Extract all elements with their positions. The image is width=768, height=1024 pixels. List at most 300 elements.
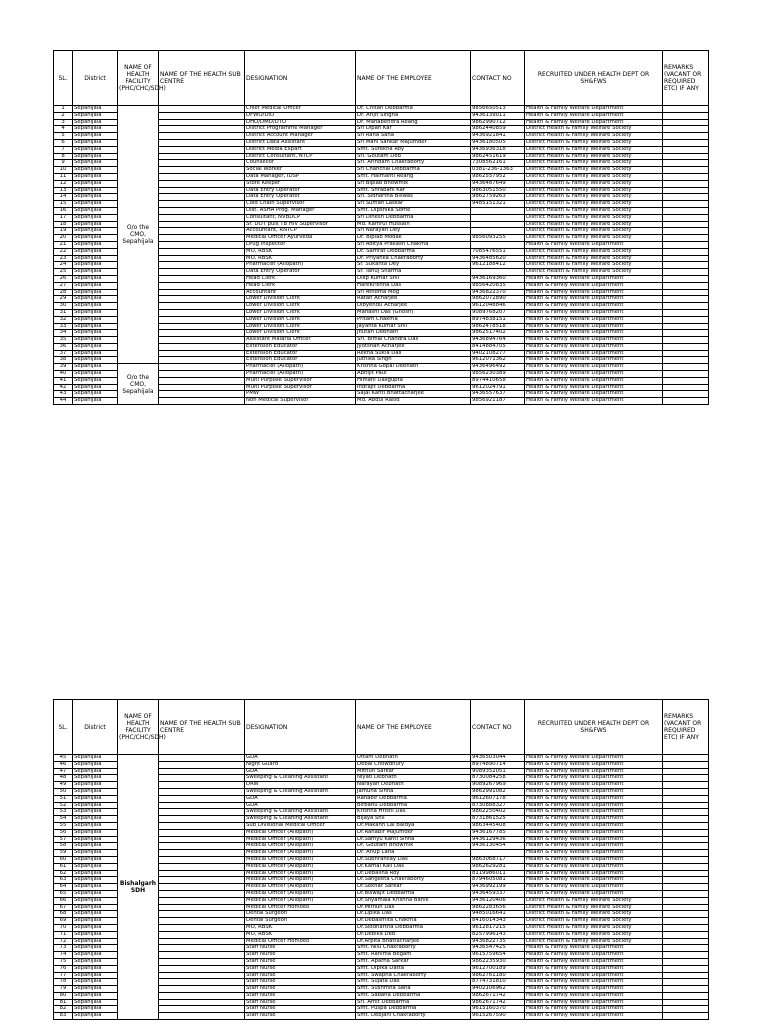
cell-sub-centre	[159, 201, 245, 208]
cell-district: Sepahijala	[73, 768, 118, 775]
cell-sub-centre	[159, 391, 245, 398]
cell-remarks	[663, 194, 709, 201]
cell-sub-centre	[159, 357, 245, 364]
cell-employee: Dr. Goutam Bhowmik	[356, 843, 471, 850]
cell-employee: Dilip Kumar Shil	[356, 275, 471, 282]
cell-sub-centre	[159, 248, 245, 255]
cell-contact: 9436894764	[471, 337, 525, 344]
cell-district: Sepahijala	[73, 918, 118, 925]
cell-sl: 56	[54, 829, 73, 836]
cell-recruited: Health & Family Welfare Department	[525, 112, 663, 119]
cell-sl: 10	[54, 167, 73, 174]
cell-remarks	[663, 877, 709, 884]
cell-recruited: District Health & Family Welfare Society	[525, 139, 663, 146]
cell-employee: Dr.Ranabir Majumder	[356, 829, 471, 836]
cell-sl: 8	[54, 153, 73, 160]
header-recruited: RECRUITED UNDER HEALTH DEPT OR SH&FWS	[525, 51, 663, 106]
cell-sub-centre	[159, 761, 245, 768]
staff-table	[53, 699, 709, 1020]
cell-sub-centre	[159, 1006, 245, 1013]
cell-sub-centre	[159, 1013, 245, 1020]
cell-contact: 9612817215	[471, 924, 525, 931]
cell-sub-centre	[159, 337, 245, 344]
cell-contact: 9856921187	[471, 398, 525, 405]
cell-sub-centre	[159, 296, 245, 303]
cell-sub-centre	[159, 221, 245, 228]
cell-remarks	[663, 870, 709, 877]
cell-contact: 8416014343	[471, 918, 525, 925]
cell-remarks	[663, 755, 709, 762]
cell-contact: 9612188412	[471, 262, 525, 269]
cell-district: Sepahijala	[73, 931, 118, 938]
header-sub-centre: NAME OF THE HEALTH SUB CENTRE	[159, 700, 245, 755]
cell-recruited: District Health & Family Welfare Society	[525, 160, 663, 167]
cell-sub-centre	[159, 802, 245, 809]
cell-sl: 66	[54, 897, 73, 904]
cell-sl: 65	[54, 890, 73, 897]
cell-designation: Consultant, NVBDCP	[245, 214, 356, 221]
cell-sub-centre	[159, 398, 245, 405]
cell-district: Sepahijala	[73, 248, 118, 255]
cell-employee: Md. Kamrul Hussain	[356, 221, 471, 228]
cell-facility: O/o the CMO, Sepahijala	[118, 364, 159, 405]
cell-district: Sepahijala	[73, 816, 118, 823]
cell-designation: Pharmacist (Allopath)	[245, 262, 356, 269]
cell-designation: Extension Educator	[245, 357, 356, 364]
cell-contact: 9862990712	[471, 119, 525, 126]
cell-district: Sepahijala	[73, 139, 118, 146]
cell-contact: 9862451619	[471, 153, 525, 160]
cell-contact: 9436129436	[471, 836, 525, 843]
cell-remarks	[663, 911, 709, 918]
cell-contact: 9615160370	[471, 1006, 525, 1013]
cell-employee: Dibyendu Acharjee	[356, 303, 471, 310]
cell-designation: Chief Medical Officer	[245, 106, 356, 113]
cell-district: Sepahijala	[73, 863, 118, 870]
cell-sub-centre	[159, 836, 245, 843]
cell-employee: Manashi Das (Ghosh)	[356, 309, 471, 316]
cell-district: Sepahijala	[73, 350, 118, 357]
cell-district: Sepahijala	[73, 398, 118, 405]
cell-designation: Medical Officer (Allopath)	[245, 850, 356, 857]
cell-designation: Data Entry Operator	[245, 194, 356, 201]
cell-remarks	[663, 126, 709, 133]
cell-sl: 50	[54, 788, 73, 795]
cell-remarks	[663, 816, 709, 823]
cell-sub-centre	[159, 863, 245, 870]
cell-recruited: Health & Family Welfare Department	[525, 992, 663, 999]
cell-contact: 9862235930	[471, 958, 525, 965]
cell-remarks	[663, 377, 709, 384]
cell-sl: 82	[54, 1006, 73, 1013]
cell-employee: Ratan Acharjee	[356, 296, 471, 303]
cell-sub-centre	[159, 316, 245, 323]
cell-employee: Jamuna Sinha	[356, 788, 471, 795]
cell-recruited: Health & Family Welfare Department	[525, 1006, 663, 1013]
cell-remarks	[663, 112, 709, 119]
cell-district: Sepahijala	[73, 884, 118, 891]
cell-sub-centre	[159, 958, 245, 965]
cell-district: Sepahijala	[73, 965, 118, 972]
cell-sl: 34	[54, 330, 73, 337]
cell-district: Sepahijala	[73, 269, 118, 276]
cell-designation: MO, RBSK	[245, 248, 356, 255]
cell-sub-centre	[159, 282, 245, 289]
cell-recruited: District Health & Family Welfare Society	[525, 221, 663, 228]
cell-employee: Dr.Shyamala Krishna Banik	[356, 897, 471, 904]
cell-sub-centre	[159, 856, 245, 863]
cell-recruited: Health & Family Welfare Department	[525, 357, 663, 364]
cell-remarks	[663, 228, 709, 235]
cell-district: Sepahijala	[73, 938, 118, 945]
cell-employee: Sr. Tanuj Sharma	[356, 269, 471, 276]
cell-sl: 26	[54, 275, 73, 282]
cell-recruited: Health & Family Welfare Department	[525, 391, 663, 398]
cell-sl: 63	[54, 877, 73, 884]
cell-recruited: District Health & Family Welfare Society	[525, 167, 663, 174]
cell-designation: Sweeping & Cleaning Assistant	[245, 788, 356, 795]
cell-designation: Staff Nurse	[245, 972, 356, 979]
cell-recruited: Health & Family Welfare Department	[525, 958, 663, 965]
cell-employee: Sri. Amit Debbarma	[356, 999, 471, 1006]
cell-employee: Rekha Sukla Das	[356, 350, 471, 357]
cell-recruited: District Health & Family Welfare Society	[525, 269, 663, 276]
cell-district: Sepahijala	[73, 153, 118, 160]
cell-designation: Pharmacist (Allopath)	[245, 371, 356, 378]
cell-recruited: Health & Family Welfare Department	[525, 850, 663, 857]
cell-sub-centre	[159, 843, 245, 850]
cell-contact: 7308562161	[471, 160, 525, 167]
cell-district: Sepahijala	[73, 802, 118, 809]
cell-contact: 9089267969	[471, 782, 525, 789]
cell-sub-centre	[159, 986, 245, 993]
cell-contact: 9862991082	[471, 788, 525, 795]
cell-sl: 75	[54, 958, 73, 965]
cell-sl: 21	[54, 241, 73, 248]
cell-recruited: Health & Family Welfare Department	[525, 795, 663, 802]
cell-recruited: Health & Family Welfare Department	[525, 350, 663, 357]
cell-designation: Medical Officer Ayurveda	[245, 235, 356, 242]
cell-contact: 9612607178	[471, 795, 525, 802]
cell-employee: Abhijit Paul	[356, 371, 471, 378]
cell-contact: 8257996143	[471, 931, 525, 938]
cell-remarks	[663, 931, 709, 938]
cell-designation: GDA	[245, 755, 356, 762]
cell-sl: 67	[54, 904, 73, 911]
cell-contact: 9863051550	[471, 187, 525, 194]
cell-district: Sepahijala	[73, 303, 118, 310]
cell-sub-centre	[159, 384, 245, 391]
cell-employee: Dr. Manabendra Reang	[356, 119, 471, 126]
cell-district: Sepahijala	[73, 364, 118, 371]
cell-employee: Dr.Mithun Das	[356, 904, 471, 911]
cell-contact: 9436180505	[471, 139, 525, 146]
cell-remarks	[663, 139, 709, 146]
cell-contact: 9612071362	[471, 357, 525, 364]
cell-remarks	[663, 248, 709, 255]
cell-contact: 9863445408	[471, 822, 525, 829]
cell-employee: Smt. Haimanti Reang	[356, 173, 471, 180]
cell-employee: Smt. Debjani Chakraborty	[356, 1013, 471, 1020]
cell-sub-centre	[159, 289, 245, 296]
cell-designation: MO, RBSK	[245, 931, 356, 938]
cell-employee: Dr.Sekhar Sarkar	[356, 884, 471, 891]
cell-designation: District Programme Manager	[245, 126, 356, 133]
cell-district: Sepahijala	[73, 119, 118, 126]
cell-contact	[471, 221, 525, 228]
cell-district: Sepahijala	[73, 133, 118, 140]
cell-employee: Smt. Sabana Debbarma	[356, 992, 471, 999]
cell-recruited: Health & Family Welfare Department	[525, 890, 663, 897]
cell-employee: Dr.Kamal Kali Das	[356, 863, 471, 870]
cell-sl: 46	[54, 761, 73, 768]
cell-employee: Dr.Debika Deb	[356, 931, 471, 938]
cell-designation: Extension Educator	[245, 343, 356, 350]
cell-contact: 9436487649	[471, 180, 525, 187]
cell-designation: Staff Nurse	[245, 965, 356, 972]
cell-contact: 9856420835	[471, 282, 525, 289]
cell-contact: 8974890714	[471, 761, 525, 768]
cell-sl: 45	[54, 755, 73, 762]
cell-sub-centre	[159, 173, 245, 180]
cell-sub-centre	[159, 979, 245, 986]
cell-designation: Staff Nurse	[245, 958, 356, 965]
cell-district: Sepahijala	[73, 775, 118, 782]
cell-district: Sepahijala	[73, 275, 118, 282]
cell-sl: 12	[54, 180, 73, 187]
cell-district: Sepahijala	[73, 809, 118, 816]
cell-designation: PMW	[245, 391, 356, 398]
header-recruited: RECRUITED UNDER HEALTH DEPT OR SH&FWS	[525, 700, 663, 755]
cell-remarks	[663, 863, 709, 870]
cell-employee: Smt. Dipika Datta	[356, 965, 471, 972]
cell-sl: 28	[54, 289, 73, 296]
cell-sl: 37	[54, 350, 73, 357]
cell-employee: Debal Chowdhury	[356, 761, 471, 768]
cell-remarks	[663, 761, 709, 768]
cell-sl: 2	[54, 112, 73, 119]
cell-recruited: Health & Family Welfare Department	[525, 816, 663, 823]
cell-recruited: District Health & Family Welfare Society	[525, 133, 663, 140]
cell-sub-centre	[159, 255, 245, 262]
cell-recruited: Health & Family Welfare Department	[525, 775, 663, 782]
cell-district: Sepahijala	[73, 262, 118, 269]
cell-sl: 79	[54, 986, 73, 993]
cell-recruited: Health & Family Welfare Department	[525, 1013, 663, 1020]
cell-sub-centre	[159, 139, 245, 146]
cell-sl: 11	[54, 173, 73, 180]
cell-remarks	[663, 371, 709, 378]
header-row	[54, 700, 709, 755]
cell-remarks	[663, 999, 709, 1006]
cell-employee: HareKrishna Das	[356, 282, 471, 289]
cell-employee: Sri Suman Laskar	[356, 201, 471, 208]
cell-recruited: District Health & Family Welfare Society	[525, 146, 663, 153]
cell-employee: Sri Narayan Dey	[356, 228, 471, 235]
cell-district: Sepahijala	[73, 194, 118, 201]
cell-designation: Extension Educator	[245, 350, 356, 357]
cell-sl: 52	[54, 802, 73, 809]
cell-contact: 8730084258	[471, 775, 525, 782]
cell-sub-centre	[159, 309, 245, 316]
staff-table	[53, 50, 709, 405]
header-remarks: REMARKS (VACANT OR REQUIRED ETC) IF ANY	[663, 700, 709, 755]
cell-district: Sepahijala	[73, 972, 118, 979]
cell-sub-centre	[159, 112, 245, 119]
cell-contact: 7085476551	[471, 248, 525, 255]
cell-sub-centre	[159, 207, 245, 214]
cell-remarks	[663, 979, 709, 986]
cell-district: Sepahijala	[73, 255, 118, 262]
cell-sub-centre	[159, 187, 245, 194]
cell-contact: 9612024791	[471, 384, 525, 391]
cell-recruited: District Health & Family Welfare Society	[525, 911, 663, 918]
cell-recruited: Health & Family Welfare Department	[525, 371, 663, 378]
cell-sl: 29	[54, 296, 73, 303]
cell-contact: 9862759263	[471, 194, 525, 201]
cell-employee: Dr.Debasmita Chakma	[356, 918, 471, 925]
cell-facility: Bishalgarh SDH	[118, 755, 159, 1020]
cell-sl: 17	[54, 214, 73, 221]
cell-district: Sepahijala	[73, 337, 118, 344]
cell-contact: 8730888327	[471, 802, 525, 809]
cell-designation: District Consultant, NTCP	[245, 153, 356, 160]
cell-district: Sepahijala	[73, 391, 118, 398]
cell-contact: 9436822370	[471, 289, 525, 296]
cell-recruited: Health & Family Welfare Department	[525, 945, 663, 952]
cell-employee: Dr.Debalina Roy	[356, 870, 471, 877]
cell-employee: Sri Biplab Bhowmik	[356, 180, 471, 187]
cell-designation: Dist. ASHA Prog. Manager	[245, 207, 356, 214]
cell-recruited: District Health & Family Welfare Society	[525, 897, 663, 904]
cell-sl: 1	[54, 106, 73, 113]
cell-remarks	[663, 986, 709, 993]
cell-district: Sepahijala	[73, 228, 118, 235]
cell-sub-centre	[159, 877, 245, 884]
cell-remarks	[663, 146, 709, 153]
cell-sl: 48	[54, 775, 73, 782]
cell-sub-centre	[159, 788, 245, 795]
cell-district: Sepahijala	[73, 296, 118, 303]
cell-sub-centre	[159, 904, 245, 911]
cell-employee: Dr.Arpita Bhattacharjee	[356, 938, 471, 945]
cell-sub-centre	[159, 775, 245, 782]
cell-remarks	[663, 829, 709, 836]
cell-employee: Dr.Makahn Lal Baidya	[356, 822, 471, 829]
cell-district: Sepahijala	[73, 146, 118, 153]
cell-recruited: Health & Family Welfare Department	[525, 330, 663, 337]
cell-remarks	[663, 350, 709, 357]
cell-remarks	[663, 343, 709, 350]
cell-contact: 9862250402	[471, 809, 525, 816]
cell-contact: 9862629281	[471, 863, 525, 870]
cell-contact	[471, 207, 525, 214]
cell-sl: 62	[54, 870, 73, 877]
cell-recruited: Health & Family Welfare Department	[525, 986, 663, 993]
cell-district: Sepahijala	[73, 870, 118, 877]
cell-remarks	[663, 323, 709, 330]
cell-remarks	[663, 384, 709, 391]
cell-recruited: Health & Family Welfare Department	[525, 303, 663, 310]
cell-sub-centre	[159, 194, 245, 201]
cell-sl: 74	[54, 952, 73, 959]
cell-sl: 24	[54, 262, 73, 269]
cell-employee: Sri Chanchal Debbarma	[356, 167, 471, 174]
cell-recruited: Health & Family Welfare Department	[525, 337, 663, 344]
cell-district: Sepahijala	[73, 958, 118, 965]
cell-remarks	[663, 309, 709, 316]
cell-district: Sepahijala	[73, 173, 118, 180]
cell-district: Sepahijala	[73, 836, 118, 843]
cell-designation: MO, RBSK	[245, 255, 356, 262]
cell-recruited: Health & Family Welfare Department	[525, 241, 663, 248]
cell-remarks	[663, 890, 709, 897]
cell-remarks	[663, 133, 709, 140]
cell-sl: 64	[54, 884, 73, 891]
cell-employee: Smt. Shrabani Kar	[356, 187, 471, 194]
cell-employee: Dr. Priyanka Chakraborty	[356, 255, 471, 262]
cell-sub-centre	[159, 377, 245, 384]
cell-sub-centre	[159, 371, 245, 378]
cell-district: Sepahijala	[73, 911, 118, 918]
cell-contact: 9436169360	[471, 275, 525, 282]
cell-recruited: Health & Family Welfare Department	[525, 398, 663, 405]
cell-designation: Drug Inspector	[245, 241, 356, 248]
cell-district: Sepahijala	[73, 384, 118, 391]
header-sl: SL.	[54, 700, 73, 755]
cell-district: Sepahijala	[73, 160, 118, 167]
cell-designation: Medical Officer (Allopath)	[245, 829, 356, 836]
cell-sl: 13	[54, 187, 73, 194]
cell-recruited: Health & Family Welfare Department	[525, 296, 663, 303]
cell-contact: 9436822735	[471, 938, 525, 945]
cell-sub-centre	[159, 918, 245, 925]
cell-employee: Sri Dipan Kar	[356, 126, 471, 133]
cell-district: Sepahijala	[73, 979, 118, 986]
cell-contact: 9856230389	[471, 371, 525, 378]
cell-recruited: District Health & Family Welfare Society	[525, 126, 663, 133]
cell-district: Sepahijala	[73, 788, 118, 795]
cell-recruited: Health & Family Welfare Department	[525, 802, 663, 809]
cell-contact: 9402108277	[471, 350, 525, 357]
cell-recruited: Health & Family Welfare Department	[525, 384, 663, 391]
cell-district: Sepahijala	[73, 1013, 118, 1020]
cell-designation: MO, RBSK	[245, 924, 356, 931]
cell-sl: 73	[54, 945, 73, 952]
cell-recruited: District Health & Family Welfare Society	[525, 931, 663, 938]
cell-contact: 9612048846	[471, 303, 525, 310]
cell-contact	[471, 214, 525, 221]
cell-sl: 81	[54, 999, 73, 1006]
cell-recruited: Health & Family Welfare Department	[525, 343, 663, 350]
cell-remarks	[663, 303, 709, 310]
header-facility: NAME OF HEALTH FACILITY (PHC/CHC/SDH)	[118, 700, 159, 755]
cell-remarks	[663, 1013, 709, 1020]
cell-designation: DRW	[245, 782, 356, 789]
cell-designation: GDA	[245, 802, 356, 809]
cell-contact: 9863068717	[471, 856, 525, 863]
cell-sub-centre	[159, 795, 245, 802]
cell-contact: 9436485620	[471, 255, 525, 262]
cell-designation: Data Entry Operator	[245, 269, 356, 276]
cell-district: Sepahijala	[73, 201, 118, 208]
cell-designation: Staff Nurse	[245, 1013, 356, 1020]
cell-designation: Multi Purpose Supervisor	[245, 377, 356, 384]
cell-sl: 33	[54, 323, 73, 330]
cell-recruited: District Health & Family Welfare Society	[525, 235, 663, 242]
cell-remarks	[663, 850, 709, 857]
header-district: District	[73, 51, 118, 106]
